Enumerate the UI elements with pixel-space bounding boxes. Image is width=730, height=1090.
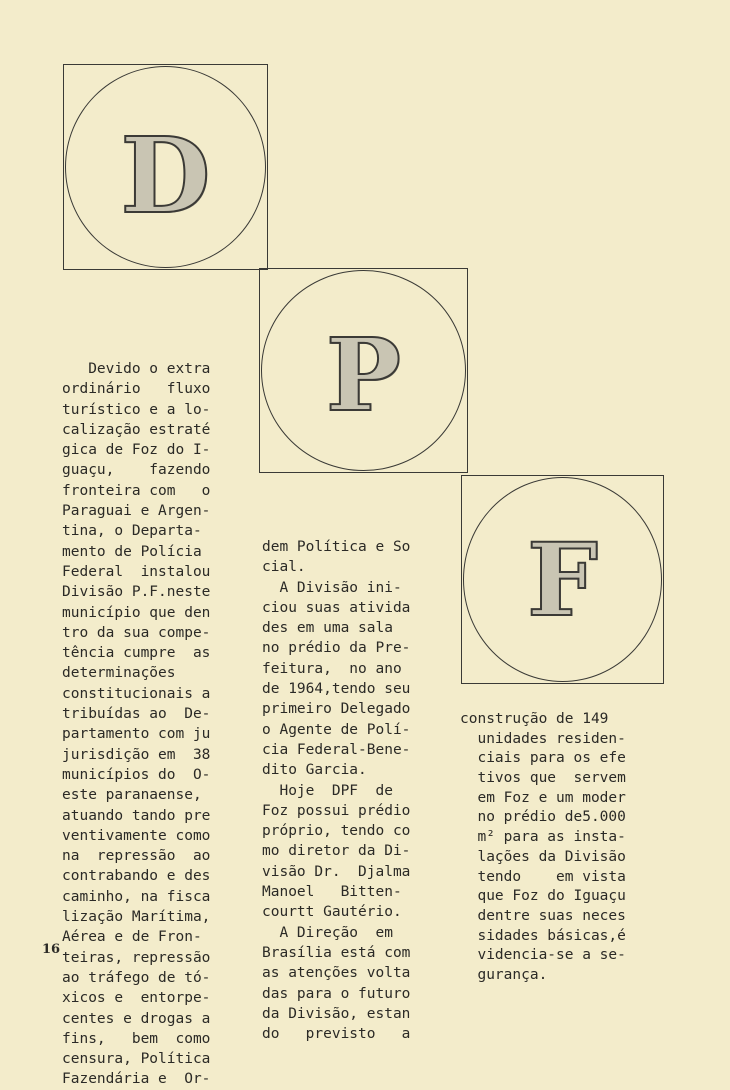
text-line: feitura, no ano	[262, 660, 402, 677]
text-line: Federal instalou	[62, 563, 211, 580]
text-line: gica de Foz do I-	[62, 442, 211, 459]
text-line: cia Federal-Bene-	[262, 741, 411, 758]
text-line: determinações	[62, 665, 176, 682]
text-line: Manoel Bitten-	[262, 884, 402, 901]
text-line: gurança.	[460, 966, 548, 983]
text-line: da Divisão, estan	[262, 1005, 411, 1022]
text-line: no prédio de5.000	[460, 809, 626, 826]
text-line: mento de Polícia	[62, 543, 202, 560]
text-line: este paranaense,	[62, 787, 202, 804]
text-line: fronteira com o	[62, 482, 211, 499]
text-line: visão Dr. Djalma	[262, 863, 411, 880]
text-line: lização Marítima,	[62, 909, 211, 926]
text-line: partamento com ju	[62, 726, 211, 743]
text-line: próprio, tendo co	[262, 823, 411, 840]
text-line: Brasília está com	[262, 944, 411, 961]
text-line: ordinário fluxo	[62, 381, 211, 398]
text-line: centes e drogas a	[62, 1010, 211, 1027]
text-line: turístico e a lo-	[62, 401, 211, 418]
text-line: tendo em vista	[460, 868, 626, 885]
text-line: Paraguai e Argen-	[62, 503, 211, 520]
text-line: o Agente de Polí-	[262, 721, 411, 738]
text-line: des em uma sala	[262, 620, 393, 637]
text-line: ao tráfego de tó-	[62, 969, 211, 986]
logo-letter-d: D	[120, 113, 211, 237]
text-line: dem Política e So	[262, 539, 411, 555]
text-line: teiras, repressão	[62, 949, 211, 966]
logo-letter-p: P	[325, 315, 402, 434]
text-line: courtt Gautério.	[262, 904, 402, 921]
text-column-3	[460, 710, 660, 986]
text-line: das para o futuro	[262, 985, 411, 1002]
text-line: Fazendária e Or-	[62, 1071, 211, 1088]
text-column-2	[262, 537, 462, 1044]
text-line: ciais para os efe	[460, 750, 626, 767]
text-line: fins, bem como	[62, 1030, 211, 1047]
text-line: Devido o extra	[62, 361, 211, 377]
text-line: A Divisão ini-	[262, 579, 402, 596]
text-line: Aérea e de Fron-	[62, 929, 202, 946]
text-line: dentre suas neces	[460, 907, 626, 924]
text-line: tro da sua compe-	[62, 624, 211, 641]
text-line: caminho, na fisca	[62, 888, 211, 905]
text-line: tivos que servem	[460, 770, 626, 787]
text-line: calização estraté	[62, 421, 211, 438]
text-line: censura, Política	[62, 1051, 211, 1068]
text-line: contrabando e des	[62, 868, 211, 885]
text-line: tina, o Departa-	[62, 523, 202, 540]
text-line: mo diretor da Di-	[262, 843, 411, 860]
text-line: atuando tando pre	[62, 807, 211, 824]
text-line: do previsto a	[262, 1026, 411, 1043]
logo-box-f	[461, 475, 664, 684]
text-line: tência cumpre as	[62, 645, 211, 662]
text-line: primeiro Delegado	[262, 701, 411, 718]
text-line: municípios do O-	[62, 766, 211, 783]
text-line: unidades residen-	[460, 730, 626, 747]
text-line: guaçu, fazendo	[62, 462, 211, 479]
logo-letter-f: F	[527, 520, 598, 639]
text-line: ventivamente como	[62, 827, 211, 844]
text-line: em Foz e um moder	[460, 789, 626, 806]
text-line: constitucionais a	[62, 685, 211, 702]
logo-box-p	[259, 268, 468, 473]
text-line: construção de 149	[460, 711, 609, 727]
text-line: Foz possui prédio	[262, 802, 411, 819]
text-line: sidades básicas,é	[460, 927, 626, 944]
text-line: m² para as insta-	[460, 829, 626, 846]
text-column-1	[62, 359, 262, 1090]
text-line: xicos e entorpe-	[62, 990, 211, 1007]
text-line: de 1964,tendo seu	[262, 681, 411, 698]
text-line: dito Garcia.	[262, 762, 367, 779]
text-line: lações da Divisão	[460, 848, 626, 865]
text-line: que Foz do Iguaçu	[460, 888, 626, 905]
text-line: na repressão ao	[62, 848, 211, 865]
text-line: videncia-se a se-	[460, 947, 626, 964]
text-line: ciou suas ativida	[262, 599, 411, 616]
text-line: A Direção em	[262, 924, 393, 941]
text-line: no prédio da Pre-	[262, 640, 411, 657]
text-line: tribuídas ao De-	[62, 706, 211, 723]
text-line: cial.	[262, 559, 306, 576]
text-line: município que den	[62, 604, 211, 621]
logo-box-d	[63, 64, 268, 270]
text-line: Hoje DPF de	[262, 782, 393, 799]
text-line: as atenções volta	[262, 965, 411, 982]
text-line: Divisão P.F.neste	[62, 584, 211, 601]
text-line: jurisdição em 38	[62, 746, 211, 763]
page-number: 16	[42, 942, 61, 957]
